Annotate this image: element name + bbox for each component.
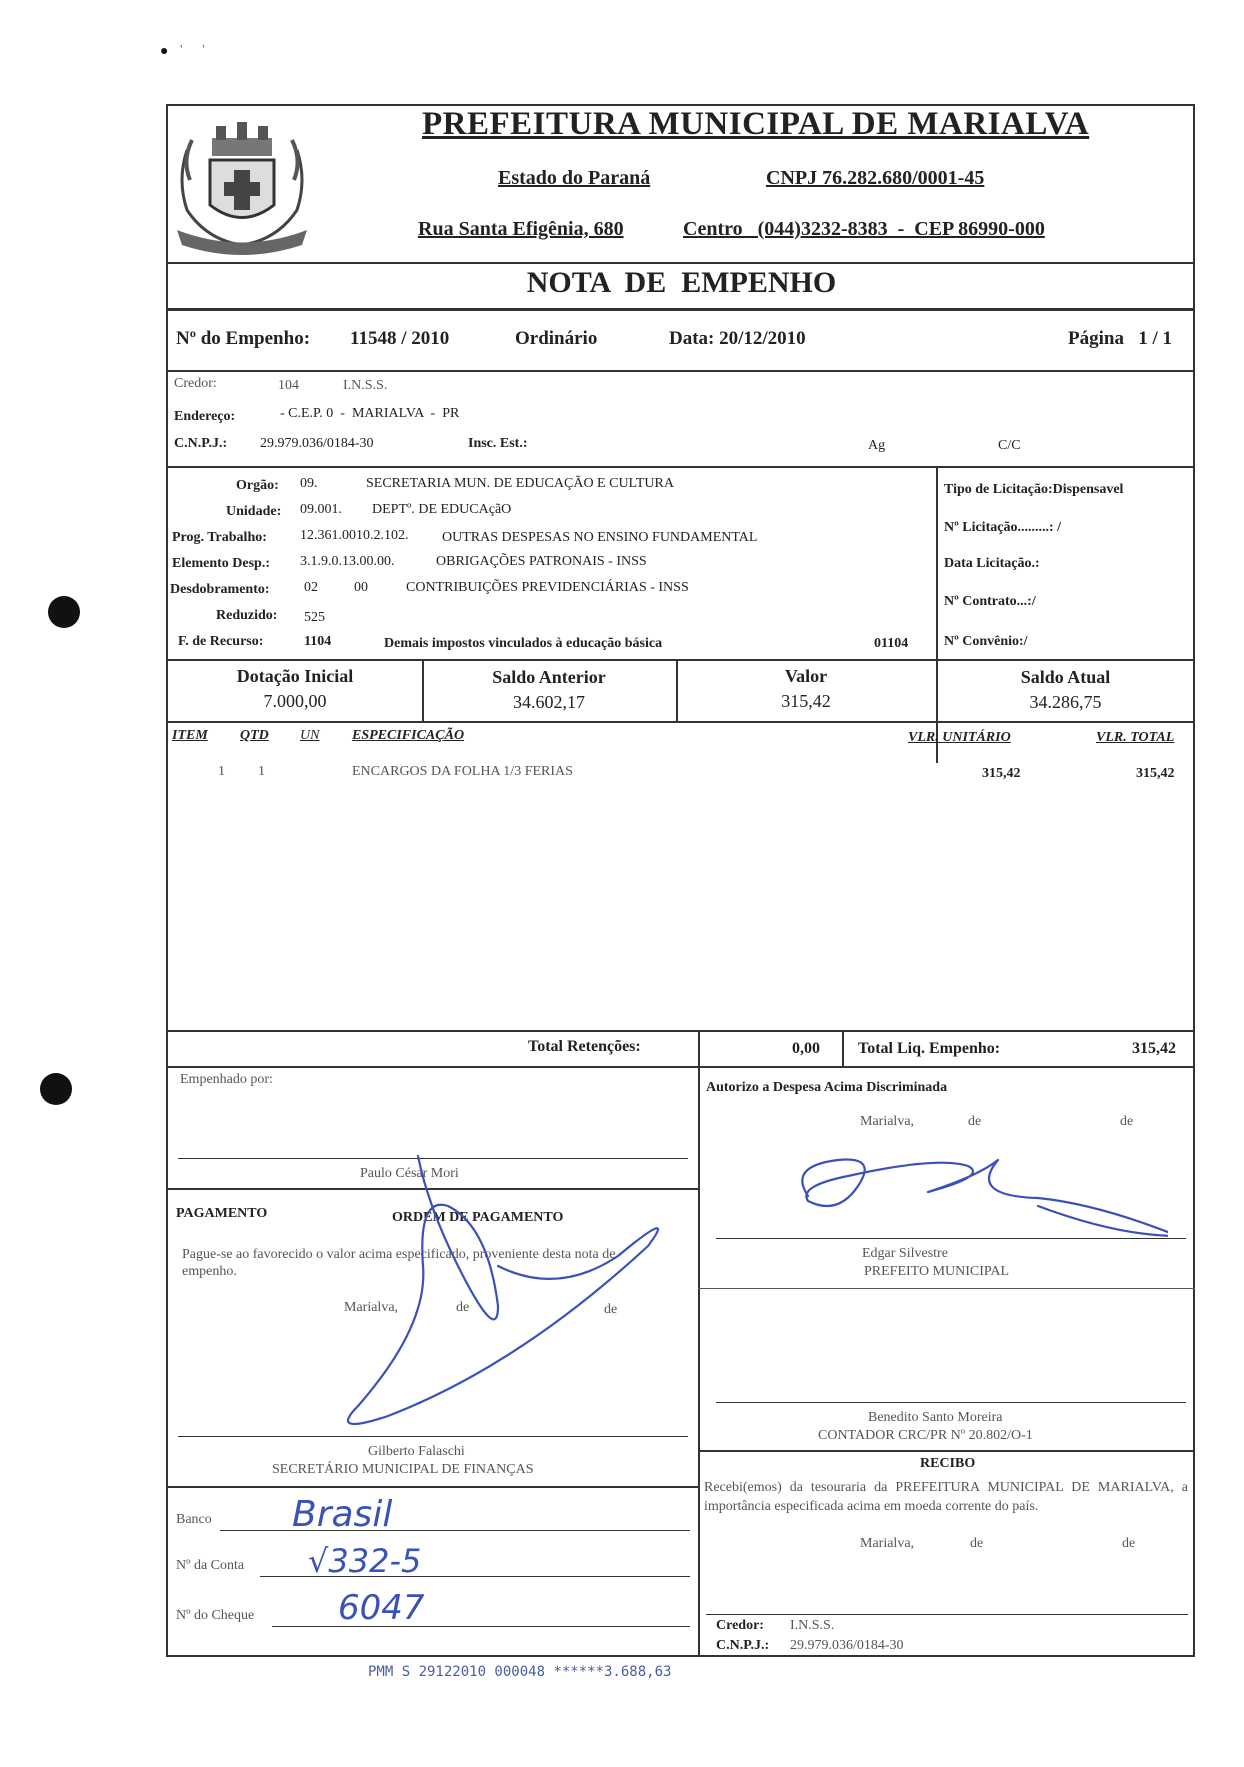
valor-label: Valor [784,666,828,686]
recibo-text: Recebi(emos) da tesouraria da PREFEITURA MUNICIPAL DE MARIALVA, a importância especificada acima em moeda corrente do país. [704,1480,1188,1514]
document-title: NOTA DE EMPENHO [526,266,837,299]
cheque-label: Nº do Cheque [176,1608,255,1623]
col-vlr-total: VLR. TOTAL [1096,730,1175,745]
total-retencoes-label: Total Retenções: [528,1038,641,1055]
page-number: Página 1 / 1 [1068,328,1172,349]
numero-convenio: Nº Convênio:/ [944,634,1028,649]
item-qtd: 1 [258,764,265,779]
autorizo-de-1: de [968,1114,982,1129]
item-number: 1 [218,764,225,779]
desdobramento-code: 02 [304,580,318,595]
secretario-signature [258,1146,678,1446]
prefeitura-title: PREFEITURA MUNICIPAL DE MARIALVA [422,106,1090,142]
recurso-number: 01104 [874,636,909,651]
endereco-prefeitura: Rua Santa Efigênia, 680 [418,218,624,240]
pagamento-de-2: de [604,1302,618,1317]
credor-name: I.N.S.S. [343,378,388,393]
conta-corrente-label: C/C [998,438,1021,453]
recibo-city: Marialva, [860,1536,915,1551]
estado: Estado do Paraná [498,167,651,189]
prefeitura-cnpj: CNPJ 76.282.680/0001-45 [766,167,985,189]
prefeito-title: PREFEITO MUNICIPAL [864,1264,1010,1279]
empenhado-por-name: Paulo César Mori [360,1166,459,1181]
cheque-value: 6047 [338,1588,425,1628]
col-vlr-unitario: VLR. UNITÁRIO [908,730,1011,745]
insc-est-label: Insc. Est.: [468,436,528,451]
item-vlr-unitario: 315,42 [982,766,1021,781]
prefeito-signature [738,1146,1168,1246]
municipal-coat-of-arms-icon [172,110,312,260]
col-especificacao: ESPECIFICAÇÃO [352,728,465,743]
elemento-name: OBRIGAÇÕES PATRONAIS - INSS [436,554,647,569]
endereco-label: Endereço: [174,409,236,424]
credor-cnpj: 29.979.036/0184-30 [260,436,374,451]
autorizo-de-2: de [1120,1114,1134,1129]
pagamento-label: PAGAMENTO [176,1206,268,1221]
elemento-label: Elemento Desp.: [172,556,270,571]
unidade-code: 09.001. [300,502,342,517]
prefeito-name: Edgar Silvestre [862,1246,948,1261]
desdobramento-sub: 00 [354,580,368,595]
secretario-title: SECRETÁRIO MUNICIPAL DE FINANÇAS [272,1462,534,1477]
desdobramento-name: CONTRIBUIÇÕES PREVIDENCIÁRIAS - INSS [406,580,689,595]
orgao-code: 09. [300,476,318,491]
secretario-name: Gilberto Falaschi [368,1444,465,1459]
reduzido-label: Reduzido: [216,608,278,623]
numero-contrato: Nº Contrato...:/ [944,594,1036,609]
empenho-number-label: Nº do Empenho: [176,328,311,349]
saldo-anterior-value: 34.602,17 [513,692,585,712]
recibo-credor-label: Credor: [716,1618,764,1633]
empenho-type: Ordinário [515,328,598,349]
scan-marks: ● ʿ ʿ [160,44,206,59]
saldo-anterior-label: Saldo Anterior [492,667,606,687]
punch-hole-bottom [40,1073,72,1105]
prog-trabalho-name: OUTRAS DESPESAS NO ENSINO FUNDAMENTAL [442,530,758,545]
total-liquido-value: 315,42 [1132,1040,1176,1057]
conta-label: Nº da Conta [176,1558,245,1573]
credor-endereco: - C.E.P. 0 - MARIALVA - PR [280,406,460,421]
numero-licitacao: Nº Licitação.........: / [944,520,1061,535]
banco-value: Brasil [292,1494,393,1535]
empenho-number: 11548 / 2010 [350,328,450,349]
col-un: UN [300,728,320,743]
recurso-label: F. de Recurso: [178,634,264,649]
recurso-code: 1104 [304,634,332,649]
pagamento-text: Pague-se ao favorecido o valor acima especificado, proveniente desta nota de empenho. [182,1247,616,1279]
autorizo-city: Marialva, [860,1114,915,1129]
nota-de-empenho-document [166,104,1195,1680]
conta-value: √332-5 [308,1542,422,1580]
prog-trabalho-code: 12.361.0010.2.102. [300,528,409,543]
reduzido-value: 525 [304,610,325,625]
banco-label: Banco [176,1512,212,1527]
elemento-code: 3.1.9.0.13.00.00. [300,554,395,569]
recibo-de-2: de [1122,1536,1136,1551]
agencia-label: Ag [868,438,886,453]
desdobramento-label: Desdobramento: [170,582,270,597]
pagamento-de-1: de [456,1300,470,1315]
item-vlr-total: 315,42 [1136,766,1175,781]
col-qtd: QTD [240,728,269,743]
dotacao-inicial-label: Dotação Inicial [236,666,354,686]
payment-stamp: PMM S 29122010 000048 ******3.688,63 [368,1664,672,1680]
orgao-label: Orgão: [236,478,279,493]
valor-value: 315,42 [781,691,831,711]
autorizo-label: Autorizo a Despesa Acima Discriminada [706,1080,948,1095]
empenhado-por-label: Empenhado por: [180,1072,273,1087]
saldo-atual-value: 34.286,75 [1029,692,1102,712]
recibo-cnpj-label: C.N.P.J.: [716,1638,770,1653]
dotacao-inicial-value: 7.000,00 [263,691,327,711]
recurso-name: Demais impostos vinculados à educação básica [384,636,663,651]
recibo-de-1: de [970,1536,984,1551]
recibo-cnpj: 29.979.036/0184-30 [790,1638,904,1653]
credor-label: Credor: [174,376,217,391]
recibo-label: RECIBO [920,1456,976,1471]
unidade-label: Unidade: [226,504,282,519]
item-especificacao: ENCARGOS DA FOLHA 1/3 FERIAS [352,764,573,779]
tipo-licitacao: Tipo de Licitação:Dispensavel [944,482,1124,497]
unidade-name: DEPTº. DE EDUCAçãO [372,502,512,517]
orgao-name: SECRETARIA MUN. DE EDUCAÇÃO E CULTURA [366,476,674,491]
ordem-pagamento-label: ORDEM DE PAGAMENTO [392,1210,564,1225]
credor-code: 104 [278,378,299,393]
total-retencoes-value: 0,00 [792,1040,820,1057]
recibo-credor: I.N.S.S. [790,1618,835,1633]
contador-name: Benedito Santo Moreira [868,1410,1003,1425]
pagamento-city: Marialva, [344,1300,399,1315]
prog-trabalho-label: Prog. Trabalho: [172,530,267,545]
col-item: ITEM [172,728,208,743]
contador-title: CONTADOR CRC/PR Nº 20.802/O-1 [818,1428,1033,1443]
centro-telefone-cep: Centro (044)3232-8383 - CEP 86990-000 [683,218,1045,240]
saldo-atual-label: Saldo Atual [1020,667,1111,687]
total-liquido-label: Total Liq. Empenho: [858,1040,1001,1057]
data-licitacao: Data Licitação.: [944,556,1040,571]
cnpj-label: C.N.P.J.: [174,436,228,451]
punch-hole-top [48,596,80,628]
empenho-date: Data: 20/12/2010 [669,328,806,349]
